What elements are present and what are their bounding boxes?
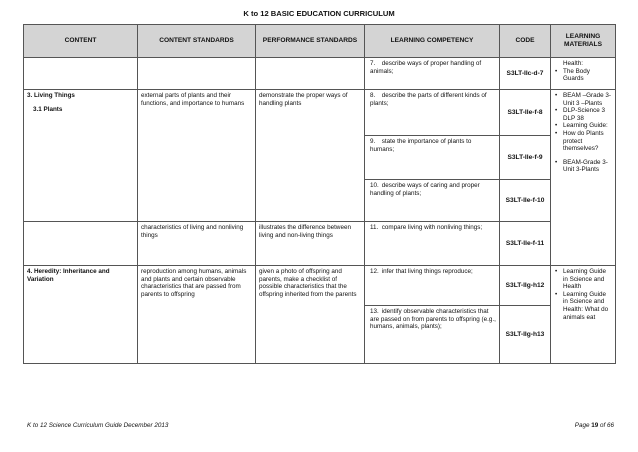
code-cell: S3LT-IIe-f-10 — [500, 180, 551, 222]
content-title: 4. Heredity: Inheritance and Variation — [27, 268, 110, 283]
table-row — [24, 222, 616, 266]
header-content-standards: CONTENT STANDARDS — [138, 25, 256, 58]
performance-standard-cell-empty — [256, 58, 365, 90]
materials-item: • How do Plants protect themselves? — [554, 130, 612, 153]
competency-text: describe ways of caring and proper handling of plants; — [370, 182, 480, 197]
competency-cell — [365, 58, 500, 90]
header-code: CODE — [500, 25, 551, 58]
competency-text: infer that living things reproduce; — [381, 268, 473, 275]
document-title: K to 12 BASIC EDUCATION CURRICULUM — [243, 9, 395, 18]
competency-number: 13. — [370, 308, 379, 315]
content-cell-living-things — [24, 90, 138, 222]
competency-cell — [365, 222, 500, 266]
content-standard-cell: external parts of plants and their functions, and importance to humans — [138, 90, 256, 222]
code-cell: S3LT-IIg-h12 — [500, 266, 551, 306]
header-learning-materials: LEARNING MATERIALS — [551, 25, 616, 58]
table-header-row — [24, 25, 616, 58]
footer-page-suffix: of 66 — [598, 422, 614, 429]
competency-cell — [365, 90, 500, 136]
code-cell: S3LT-IIe-f-9 — [500, 136, 551, 180]
materials-label: Health: — [563, 60, 583, 67]
content-standard-cell: reproduction among humans, animals and plants and certain observable characteristics that are passed from parents to offspring — [138, 266, 256, 364]
content-cell-heredity — [24, 266, 138, 364]
code-cell: S3LT-IIe-f-11 — [500, 222, 551, 266]
table-row — [24, 90, 616, 136]
footer-page-prefix: Page — [574, 422, 592, 429]
competency-cell — [365, 136, 500, 180]
curriculum-table — [23, 24, 616, 364]
performance-standard-cell: given a photo of offspring and parents, make a checklist of possible characteristics that the offspring inherited from the parents — [256, 266, 365, 364]
materials-item: • BEAM-Grade 3-Unit 3-Plants — [554, 159, 612, 174]
header-performance-standards: PERFORMANCE STANDARDS — [256, 25, 365, 58]
competency-text: describe the parts of different kinds of plants; — [370, 92, 487, 107]
content-cell-empty — [24, 58, 138, 90]
materials-item: • BEAM –Grade 3-Unit 3 –Plants — [554, 92, 612, 107]
materials-item: • Learning Guide in Science and Health — [554, 268, 612, 291]
competency-number: 8. — [370, 92, 376, 99]
competency-number: 10. — [370, 182, 379, 189]
competency-cell — [365, 306, 500, 364]
footer-guide: K to 12 Science Curriculum Guide December 2013 — [27, 422, 169, 429]
content-cell-empty — [24, 222, 138, 266]
performance-standard-cell: illustrates the difference between living and non-living things — [256, 222, 365, 266]
competency-text: compare living with nonliving things; — [381, 224, 483, 231]
materials-item: • Learning Guide: — [554, 122, 612, 130]
competency-text: state the importance of plants to humans; — [370, 138, 472, 153]
footer-page — [575, 422, 614, 429]
materials-item: • The Body Guards — [554, 68, 612, 83]
materials-item: • Learning Guide in Science and Health: What do animals eat — [554, 291, 612, 321]
code-cell: S3LT-IIg-h13 — [500, 306, 551, 364]
materials-cell — [551, 58, 616, 90]
content-standard-cell-empty — [138, 58, 256, 90]
materials-cell — [551, 266, 616, 364]
footer-page-number: 19 — [591, 422, 599, 429]
performance-standard-cell: demonstrate the proper ways of handling plants — [256, 90, 365, 222]
competency-cell — [365, 266, 500, 306]
competency-number: 9. — [370, 138, 376, 145]
competency-cell — [365, 180, 500, 222]
competency-number: 12. — [370, 268, 379, 275]
content-subtitle: 3.1 Plants — [33, 105, 63, 113]
code-cell: S3LT-IIc-d-7 — [500, 58, 551, 90]
content-title: 3. Living Things — [27, 92, 75, 99]
content-standard-cell: characteristics of living and nonliving things — [138, 222, 256, 266]
competency-text: identify observable characteristics that are passed on from parents to offspring (e.g., humans, animals, plants); — [370, 308, 496, 331]
header-learning-competency: LEARNING COMPETENCY — [365, 25, 500, 58]
header-content: CONTENT — [24, 25, 138, 58]
materials-cell — [551, 90, 616, 266]
materials-item: • DLP-Science 3 DLP 38 — [554, 107, 612, 122]
competency-number: 11. — [370, 224, 379, 231]
code-cell: S3LT-IIe-f-8 — [500, 90, 551, 136]
competency-number: 7. — [370, 60, 376, 67]
competency-text: describe ways of proper handling of animals; — [370, 60, 482, 75]
table-row — [24, 58, 616, 90]
table-row — [24, 266, 616, 306]
